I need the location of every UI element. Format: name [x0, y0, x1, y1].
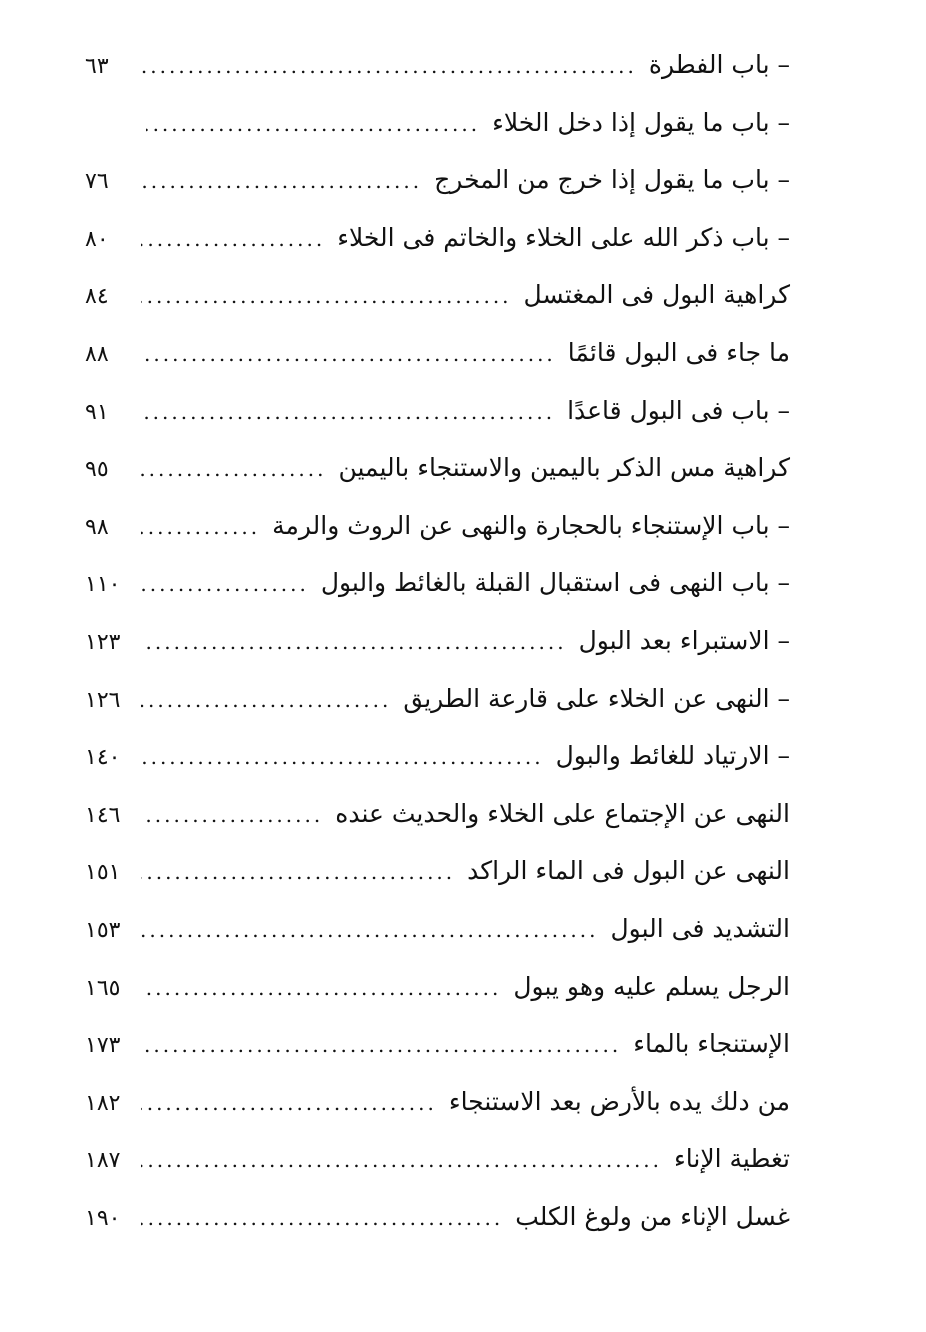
toc-entry — [85, 568, 790, 626]
page-number: ١١٠ — [85, 572, 121, 598]
dot-leader — [141, 457, 330, 481]
toc-entry — [85, 223, 790, 281]
toc-entry — [85, 684, 790, 742]
toc-entry — [85, 1144, 790, 1202]
toc-entry — [85, 972, 790, 1030]
entry-title: كراهية مس الذكر باليمين والاستنجاء باليمين — [338, 453, 790, 483]
page-number: ٩١ — [85, 399, 109, 425]
page-number: ١٧٣ — [85, 1033, 121, 1059]
entry-title: – الارتياد للغائط والبول — [555, 741, 790, 771]
toc-entry — [85, 453, 790, 511]
toc-entry — [85, 1087, 790, 1145]
table-of-contents — [85, 50, 790, 1259]
toc-entry — [85, 914, 790, 972]
toc-entry — [85, 626, 790, 684]
entry-title: التشديد فى البول — [610, 913, 790, 943]
toc-entry — [85, 511, 790, 569]
page-number: ١٩٠ — [85, 1205, 121, 1231]
page-number: ٨٨ — [85, 341, 109, 367]
dot-leader — [141, 572, 313, 596]
entry-title: من دلك يده بالأرض بعد الاستنجاء — [448, 1086, 790, 1116]
page-number: ٧٦ — [85, 169, 109, 195]
dot-leader — [141, 1206, 507, 1230]
toc-entry — [85, 1202, 790, 1260]
entry-title: – باب فى البول قاعدًا — [567, 395, 790, 425]
page-number: ٨٠ — [85, 226, 109, 252]
page-number: ١٥٣ — [85, 917, 121, 943]
dot-leader — [146, 112, 484, 136]
entry-title: كراهية البول فى المغتسل — [523, 280, 790, 310]
page-number: ١٨٢ — [85, 1090, 121, 1116]
dot-leader — [141, 1091, 441, 1115]
toc-entry — [85, 856, 790, 914]
toc-entry — [85, 338, 790, 396]
dot-leader — [141, 169, 426, 193]
page-number: ١٦٥ — [85, 975, 121, 1001]
toc-entry — [85, 165, 790, 223]
entry-title: – باب ما يقول إذا دخل الخلاء — [492, 107, 790, 137]
page-number: ١٥١ — [85, 860, 121, 886]
entry-title: – باب النهى فى استقبال القبلة بالغائط والبول — [320, 568, 790, 598]
entry-title: – باب الفطرة — [648, 50, 790, 79]
page-number: ٩٨ — [85, 514, 109, 540]
dot-leader — [141, 630, 571, 654]
dot-leader — [141, 54, 641, 78]
toc-entry — [85, 396, 790, 454]
entry-title: النهى عن الإجتماع على الخلاء والحديث عنده — [335, 798, 790, 828]
entry-title: – النهى عن الخلاء على قارعة الطريق — [403, 683, 790, 713]
entry-title: تغطية الإناء — [674, 1144, 790, 1174]
dot-leader — [141, 803, 327, 827]
page-number: ٨٤ — [85, 284, 109, 310]
dot-leader — [141, 745, 548, 769]
entry-title: ما جاء فى البول قائمًا — [567, 337, 790, 367]
dot-leader — [141, 918, 603, 942]
entry-title: الإستنجاء بالماء — [633, 1029, 790, 1059]
entry-title: – باب ما يقول إذا خرج من المخرج — [434, 165, 790, 195]
page-number: ٩٥ — [85, 457, 109, 483]
entry-title: النهى عن البول فى الماء الراكد — [467, 856, 790, 886]
toc-entry — [85, 280, 790, 338]
dot-leader — [141, 227, 329, 251]
page-number: ١٤٦ — [85, 802, 121, 828]
page-number: ١٢٣ — [85, 629, 121, 655]
dot-leader — [141, 515, 264, 539]
entry-title: غسل الإناء من ولوغ الكلب — [515, 1201, 790, 1231]
dot-leader — [141, 342, 560, 366]
entry-title: – الاستبراء بعد البول — [578, 625, 790, 655]
page-number: ١٢٦ — [85, 687, 121, 713]
dot-leader — [141, 400, 559, 424]
toc-entry — [85, 50, 790, 108]
dot-leader — [141, 1148, 666, 1172]
dot-leader — [141, 976, 505, 1000]
toc-entry — [85, 1029, 790, 1087]
dot-leader — [141, 860, 459, 884]
entry-title: – باب ذكر الله على الخلاء والخاتم فى الخلاء — [337, 222, 790, 252]
dot-leader — [141, 688, 395, 712]
toc-entry — [85, 741, 790, 799]
dot-leader — [141, 284, 516, 308]
page-number: ١٤٠ — [85, 745, 121, 771]
entry-title: الرجل يسلم عليه وهو يبول — [513, 971, 790, 1001]
dot-leader — [141, 1033, 625, 1057]
toc-entry — [85, 799, 790, 857]
entry-title: – باب الإستنجاء بالحجارة والنهى عن الروث والرمة — [272, 510, 790, 540]
page-number: ١٨٧ — [85, 1148, 121, 1174]
page-number: ٦٣ — [85, 54, 109, 79]
toc-entry — [85, 108, 790, 166]
